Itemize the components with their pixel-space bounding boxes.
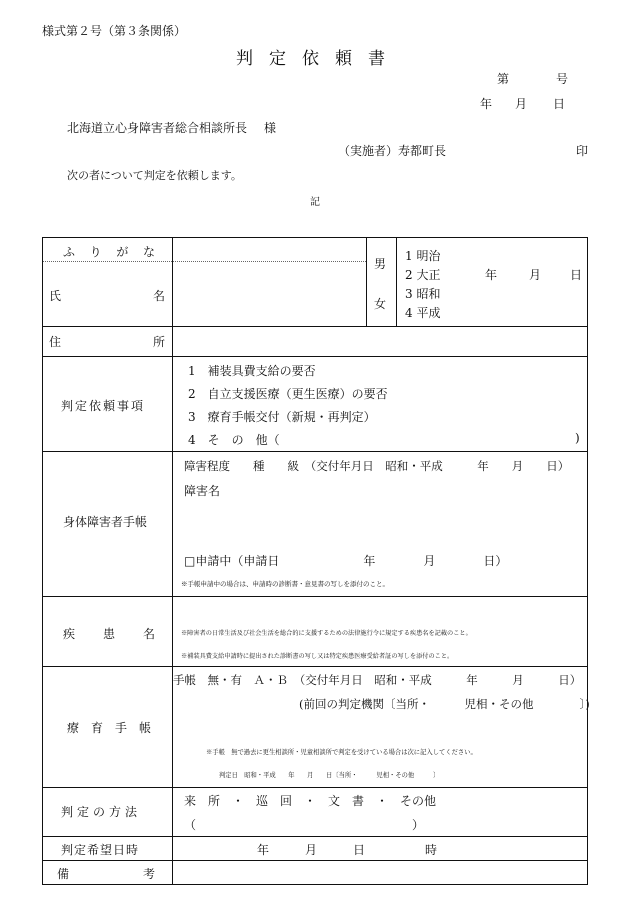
desired-date-value: 年 月 日 時 xyxy=(257,843,438,857)
request-item-4: 4 そ の 他（ xyxy=(188,433,280,447)
disease-name-label: 疾 患 名 xyxy=(63,627,155,641)
date-month: 月 xyxy=(515,97,528,111)
method-options[interactable]: 来 所 ・ 巡 回 ・ 文 書 ・ その他 xyxy=(184,794,437,808)
ryoiku-line-1: 手帳 無・有 Ａ・Ｂ （交付年月日 昭和・平成 年 月 日） xyxy=(173,673,582,687)
ryoiku-note-1: ※手帳 無で過去に更生相談所・児童相談所で判定を受けている場合は次に記入してください。 xyxy=(206,749,477,756)
name-label: 氏 名 xyxy=(49,289,165,303)
number-label-go: 号 xyxy=(556,72,569,86)
physical-grade-line: 障害程度 種 級 （交付年月日 昭和・平成 年 月 日） xyxy=(184,459,570,473)
implementer: （実施者）寿都町長 xyxy=(338,144,447,158)
ryoiku-handbook-label: 療 育 手 帳 xyxy=(67,721,151,735)
physical-disability-name: 障害名 xyxy=(184,484,221,498)
ryoiku-note-2: 判定日 昭和・平成 年 月 日〔当所・ 児相・その他 〕 xyxy=(219,772,440,779)
disease-note-1: ※障害者の日常生活及び社会生活を総合的に支援するための法律施行令に規定する疾患名を記載のこと。 xyxy=(181,630,472,637)
date-day: 日 xyxy=(553,97,566,111)
remarks-label: 備 考 xyxy=(57,867,155,881)
desired-date-label: 判定希望日時 xyxy=(61,843,140,857)
birth-day: 日 xyxy=(570,268,583,282)
address-label: 住 所 xyxy=(49,335,165,349)
method-label: 判定の方法 xyxy=(61,805,142,819)
addressee: 北海道立心身障害者総合相談所長 xyxy=(67,121,248,135)
disease-note-2: ※補装具費支給申請時に提出された診断書の写し又は特定疾患医療受給者証の写しを添付のこと。 xyxy=(181,653,454,660)
era-showa[interactable]: 3 昭和 xyxy=(405,287,441,301)
method-other-paren: （ ） xyxy=(184,818,425,832)
physical-handbook-label: 身体障害者手帳 xyxy=(63,515,148,529)
addressee-suffix: 様 xyxy=(264,121,277,135)
physical-note: ※手帳申請中の場合は、申請時の診断書・意見書の写しを添付のこと。 xyxy=(181,580,389,588)
furigana-label: ふ り が な xyxy=(63,245,155,259)
request-items-label: 判定依頼事項 xyxy=(61,399,146,413)
page-title: 判定依頼書 xyxy=(236,49,401,69)
era-meiji[interactable]: 1 明治 xyxy=(405,249,441,263)
request-item-2: 2 自立支援医療（更生医療）の要否 xyxy=(188,387,388,401)
sex-female[interactable]: 女 xyxy=(374,297,387,311)
physical-applying[interactable]: □申請中（申請日 年 月 日） xyxy=(184,554,508,568)
request-item-1: 1 補装具費支給の要否 xyxy=(188,364,316,378)
sex-male[interactable]: 男 xyxy=(374,257,387,271)
seal-mark: 印 xyxy=(576,144,589,158)
birth-year: 年 xyxy=(485,268,498,282)
ryoiku-line-2: (前回の判定機関〔当所・ 児相・その他 〕) xyxy=(299,697,590,711)
era-heisei[interactable]: 4 平成 xyxy=(405,306,441,320)
date-year: 年 xyxy=(480,97,493,111)
intro-text: 次の者について判定を依頼します。 xyxy=(67,169,242,182)
request-item-4-close: ) xyxy=(575,431,580,445)
birth-month: 月 xyxy=(529,268,542,282)
number-label-dai: 第 xyxy=(497,72,510,86)
request-item-3: 3 療育手帳交付（新規・再判定） xyxy=(188,410,376,424)
request-form-table xyxy=(42,237,588,885)
ki-mark: 記 xyxy=(310,197,320,208)
era-taisho[interactable]: 2 大正 xyxy=(405,268,441,282)
form-number: 様式第２号（第３条関係） xyxy=(42,24,187,38)
